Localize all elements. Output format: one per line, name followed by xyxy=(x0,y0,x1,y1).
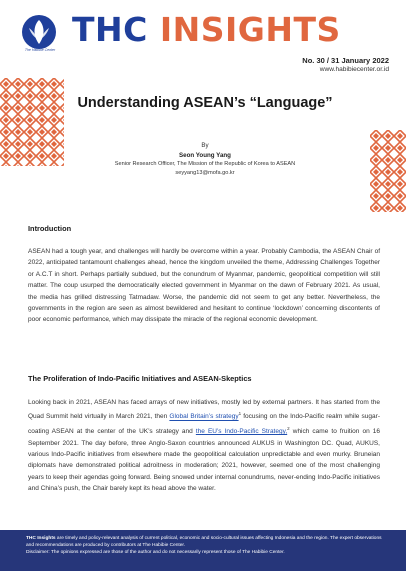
brand-thc: THC xyxy=(72,10,148,49)
global-britain-link[interactable]: Global Britain’s strategy xyxy=(169,413,239,421)
author-position: Senior Research Officer, The Mission of the Republic of Korea to ASEAN xyxy=(114,161,296,167)
issue-number: No. 30 / 31 January 2022 xyxy=(302,56,389,65)
author-name: Seon Young Yang xyxy=(179,152,231,159)
brand-title xyxy=(72,10,341,50)
logo-caption: The Habibie Center xyxy=(24,48,56,52)
proliferation-paragraph xyxy=(28,397,380,495)
footer-description: are timely and policy-relevant analysis of current political, economic and socio-cultural issues affecting Indonesia and the region. The expert observations and recommendations are produced by contributors at The Habibie Center. xyxy=(26,536,382,548)
footnote-marker[interactable]: 2 xyxy=(287,425,290,431)
footer-disclaimer: Disclaimer: The opinions expressed are those of the author and do not necessarily represent those of The Habibie Center. xyxy=(26,550,285,555)
footer-text xyxy=(26,535,382,556)
section-heading-introduction: Introduction xyxy=(28,224,72,233)
footer xyxy=(0,530,406,571)
paragraph-text: Looking back in 2021, ASEAN has faced arrays of new initiatives, mostly led by external partners. It has started from the Quad Summit held virtually in March 2021, then xyxy=(28,399,380,421)
byline-label: By xyxy=(201,142,209,149)
brand-insights: INSIGHTS xyxy=(159,10,341,49)
eu-indo-pacific-link[interactable]: the EU’s Indo-Pacific Strategy, xyxy=(195,428,288,436)
website: www.habibiecenter.or.id xyxy=(319,66,389,73)
article-title: Understanding ASEAN’s “Language” xyxy=(77,95,333,111)
footer-brand: THC Insights xyxy=(26,536,56,541)
decorative-pattern-right xyxy=(370,130,406,212)
footnote-marker[interactable]: 1 xyxy=(238,411,242,417)
paragraph-text: focusing on the Indo-Pacific realm while sugar-coating ASEAN at the center of the UK’s strategy and xyxy=(28,413,380,436)
decorative-pattern-left xyxy=(0,78,64,166)
introduction-paragraph: ASEAN had a tough year, and challenges will hardly be overcome within a year. Probably Cambodia, the ASEAN Chair of 2022, anticipated tantamount challenges ahead, hence the kingdom unveiled the theme, Addressing Challenges Together or A.C.T in short. Perhaps partially subdued, but the conundrum of Myanmar, pandemic, geopolitical competition will still matter. The coup usurped the democratically elected government in Myanmar on the dawn of February 2021. As usual, the media has grilled distressing Tatmadaw. Worse, the pandemic did not seem to get any better. Nevertheless, the governments in the region are seen as almost bewildered and hesitant to continue ‘lockdown’ concerning discontents of poor economic performance, which may dissipate the miracle of the regional economic development. xyxy=(28,248,380,324)
paragraph-text: which came to fruition on 16 September 2021. The day before, three Anglo-Saxon countries announced AUKUS in Washington DC. Quad, AUKUS, various Indo-Pacific initiatives from elsewhere made the geopolitical calculation unpredictable and even murky. Bruneian diplomats have demonstrated political adroitness in moderation; 2021, however, seemed one of the most challenging years to keep their agendas going forward. Being snowed under internal conundrums, never-ending Indo-Pacific initiatives and China’s push, the Chair barely kept its head above the water. xyxy=(28,428,380,493)
author-email: seyyang13@mofa.go.kr xyxy=(175,170,235,176)
section-heading-proliferation: The Proliferation of Indo-Pacific Initiatives and ASEAN-Skeptics xyxy=(28,374,252,383)
